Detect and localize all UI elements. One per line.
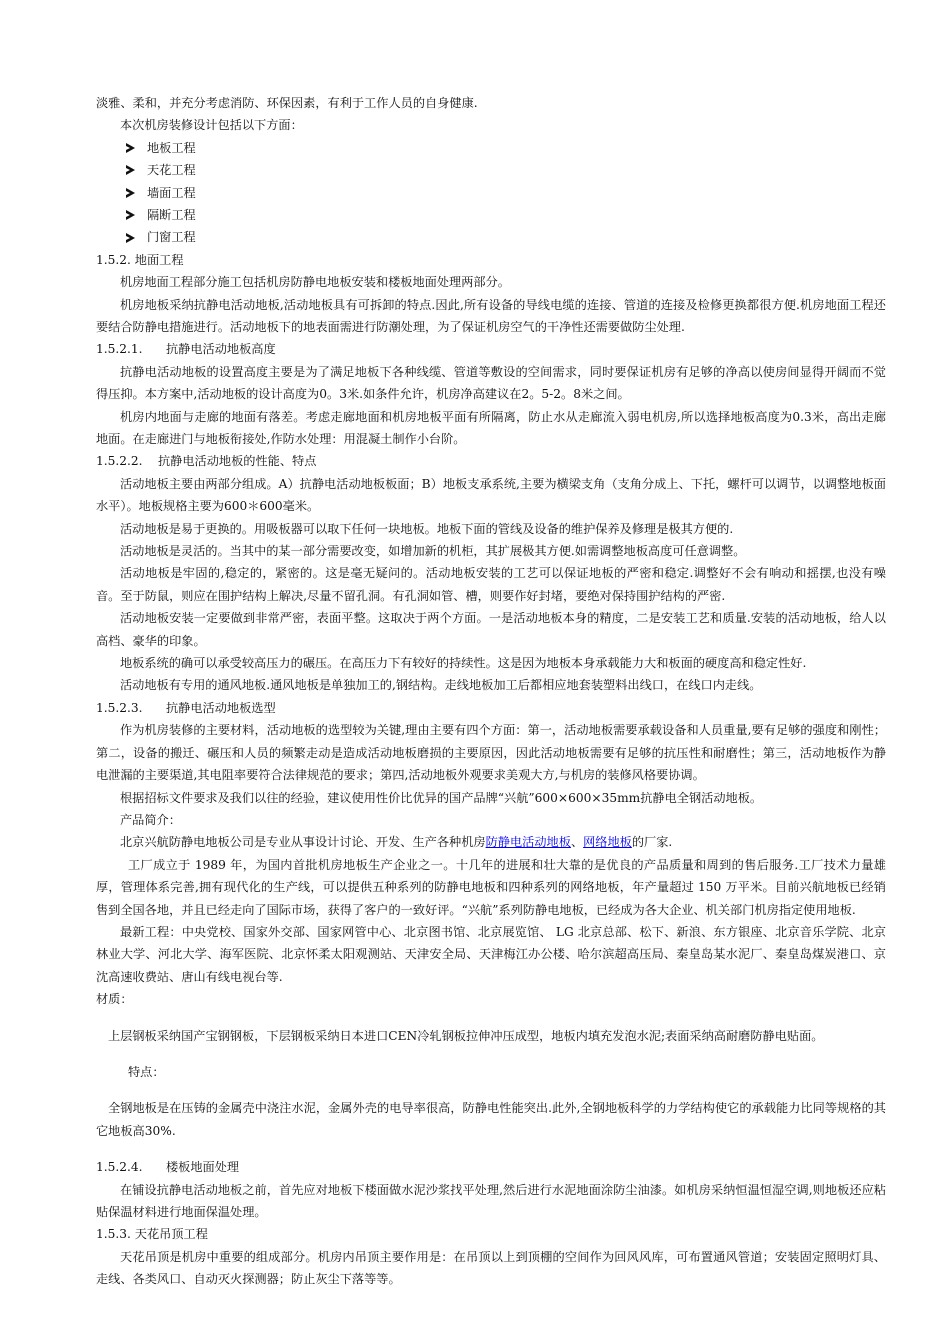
paragraph: 工厂成立于 1989 年，为国内首批机房地板生产企业之一。十几年的进展和壮大靠的是优良的产品质量和周到的售后服务.工厂技术力量雄厚，管理体系完善,拥有现代化的生产线，可以提供五种系列的防静电地板和四种系列的网络地板，年产量超过 150 万平米。目前兴航地板已经销售到全国各地，并且已经走向了国际市场，获得了客户的一致好评。“兴航”系列防静电地板，已经成为各大企业、机关部门机房指定使用地板. bbox=[96, 857, 886, 917]
list-item: 墙面工程 bbox=[126, 182, 886, 204]
paragraph: 活动地板安装一定要做到非常严密，表面平整。这取决于两个方面。一是活动地板本身的精度，二是安装工艺和质量.安装的活动地板，给人以高档、豪华的印象。 bbox=[96, 611, 886, 648]
feature-paragraph: 全钢地板是在压铸的金属壳中浇注水泥，金属外壳的电导率很高，防静电性能突出.此外,全钢地板科学的力学结构使它的承载能力比同等规格的其它地板高30%. bbox=[96, 1101, 886, 1138]
paragraph: 机房地板采纳抗静电活动地板,活动地板具有可拆卸的特点.因此,所有设备的导线电缆的连接、管道的连接及检修更换都很方便.机房地面工程还要结合防静电措施进行。活动地板下的地表面需进行防潮处理，为了保证机房空气的干净性还需要做防尘处理. bbox=[96, 297, 886, 334]
paragraph: 作为机房装修的主要材料，活动地板的选型较为关键,理由主要有四个方面：第一，活动地板需要承载设备和人员重量,要有足够的强度和刚性；第二，设备的搬迁、碾压和人员的频繁走动是造成活动地板磨损的主要原因，因此活动地板需要有足够的抗压性和耐磨性；第三，活动地板作为静电泄漏的主要渠道,其电阻率要符合法律规范的要求；第四,活动地板外观要求美观大方,与机房的装修风格要协调。 bbox=[96, 723, 886, 783]
heading-1-5-2-1: 1.5.2.1. 抗静电活动地板高度 bbox=[96, 342, 276, 357]
arrow-bullet-icon bbox=[126, 210, 135, 220]
paragraph: 最新工程：中央党校、国家外交部、国家网管中心、北京图书馆、北京展览馆、 LG 北京总部、松下、新浪、东方银座、北京音乐学院、北京林业大学、河北大学、海军医院、北京怀柔太阳观测站、天津安全局、天津梅江办公楼、哈尔滨超高压局、秦皇岛某水泥厂、秦皇岛煤炭港口、京沈高速收费站、唐山有线电视台等. bbox=[96, 924, 886, 984]
feature-label: 特点： bbox=[128, 1064, 165, 1079]
paragraph: 地板系统的确可以承受较高压力的碾压。在高压力下有较好的持续性。这是因为地板本身承载能力大和板面的硬度高和稳定性好. bbox=[120, 656, 807, 671]
list-item: 门窗工程 bbox=[126, 226, 886, 248]
scope-paragraph: 本次机房装修设计包括以下方面： bbox=[120, 118, 303, 133]
arrow-bullet-icon bbox=[126, 143, 135, 153]
antistatic-floor-link[interactable]: 防静电活动地板 bbox=[485, 835, 571, 850]
paragraph: 抗静电活动地板的设置高度主要是为了满足地板下各种线缆、管道等敷设的空间需求，同时要保证机房有足够的净高以使房间显得开阔而不觉得压抑。本方案中,活动地板的设计高度为0。3米.如条件允许，机房净高建议在2。5-2。8米之间。 bbox=[96, 364, 886, 402]
paragraph: 活动地板是易于更换的。用吸板器可以取下任何一块地板。地板下面的管线及设备的维护保养及修理是极其方便的. bbox=[120, 521, 734, 536]
paragraph: 机房地面工程部分施工包括机房防静电地板安装和楼板地面处理两部分。 bbox=[120, 275, 510, 290]
heading-1-5-2-4: 1.5.2.4. 楼板地面处理 bbox=[96, 1160, 240, 1175]
paragraph: 天花吊顶是机房中重要的组成部分。机房内吊顶主要作用是：在吊顶以上到顶棚的空间作为回风风库，可布置通风管道；安装固定照明灯具、走线、各类风口、自动灭火探测器；防止灰尘下落等等。 bbox=[96, 1249, 886, 1287]
list-item: 隔断工程 bbox=[126, 204, 886, 226]
paragraph-with-links: 北京兴航防静电地板公司是专业从事设计讨论、开发、生产各种机房防静电活动地板、网络地板的厂家. bbox=[120, 835, 673, 850]
material-paragraph: 上层钢板采纳国产宝钢钢板，下层钢板采纳日本进口CEN冷轧钢板拉伸冲压成型，地板内填充发泡水泥;表面采纳高耐磨防静电贴面。 bbox=[108, 1028, 824, 1043]
arrow-bullet-icon bbox=[126, 233, 135, 243]
paragraph: 活动地板有专用的通风地板.通风地板是单独加工的,钢结构。走线地板加工后都相应地套装塑料出线口，在线口内走线。 bbox=[120, 678, 762, 693]
paragraph: 活动地板主要由两部分组成。A）抗静电活动地板板面；B）地板支承系统,主要为横梁支角（支角分成上、下托，螺杆可以调节，以调整地板面水平）。地板规格主要为600＊600毫米。 bbox=[96, 476, 886, 514]
scope-list bbox=[96, 137, 886, 249]
paragraph: 产品简介： bbox=[120, 812, 181, 827]
heading-1-5-2-2: 1.5.2.2. 抗静电活动地板的性能、特点 bbox=[96, 454, 317, 469]
paragraph: 在铺设抗静电活动地板之前，首先应对地板下楼面做水泥沙浆找平处理,然后进行水泥地面涂防尘油漆。如机房采纳恒温恒湿空调,则地板还应粘贴保温材料进行地面保温处理。 bbox=[96, 1182, 886, 1220]
heading-1-5-2: 1.5.2. 地面工程 bbox=[96, 252, 184, 267]
network-floor-link[interactable]: 网络地板 bbox=[583, 835, 632, 850]
paragraph: 活动地板是牢固的,稳定的，紧密的。这是毫无疑问的。活动地板安装的工艺可以保证地板的严密和稳定.调整好不会有响动和摇摆,也没有噪音。至于防鼠，则应在围护结构上解决,尽量不留孔洞。有孔洞如管、槽，则要作好封堵，要绝对保持围护结构的严密. bbox=[96, 566, 886, 603]
document-page bbox=[96, 92, 886, 1291]
arrow-bullet-icon bbox=[126, 188, 135, 198]
arrow-bullet-icon bbox=[126, 165, 135, 175]
paragraph: 根据招标文件要求及我们以往的经验，建议使用性价比优异的国产品牌“兴航”600×600×35mm抗静电全钢活动地板。 bbox=[120, 790, 763, 805]
material-label: 材质： bbox=[96, 992, 133, 1007]
heading-1-5-3: 1.5.3. 天花吊顶工程 bbox=[96, 1227, 208, 1242]
paragraph: 机房内地面与走廊的地面有落差。考虑走廊地面和机房地板平面有所隔离，防止水从走廊流入弱电机房,所以选择地板高度为0.3米，高出走廊地面。在走廊进门与地板衔接处,作防水处理：用混凝土制作小台阶。 bbox=[96, 409, 886, 447]
list-item: 天花工程 bbox=[126, 159, 886, 181]
heading-1-5-2-3: 1.5.2.3. 抗静电活动地板选型 bbox=[96, 700, 276, 715]
intro-tail-paragraph: 淡雅、柔和，并充分考虑消防、环保因素，有利于工作人员的自身健康. bbox=[96, 96, 478, 110]
paragraph: 活动地板是灵活的。当其中的某一部分需要改变，如增加新的机柜，其扩展极其方便.如需调整地板高度可任意调整。 bbox=[120, 544, 746, 559]
list-item: 地板工程 bbox=[126, 137, 886, 159]
